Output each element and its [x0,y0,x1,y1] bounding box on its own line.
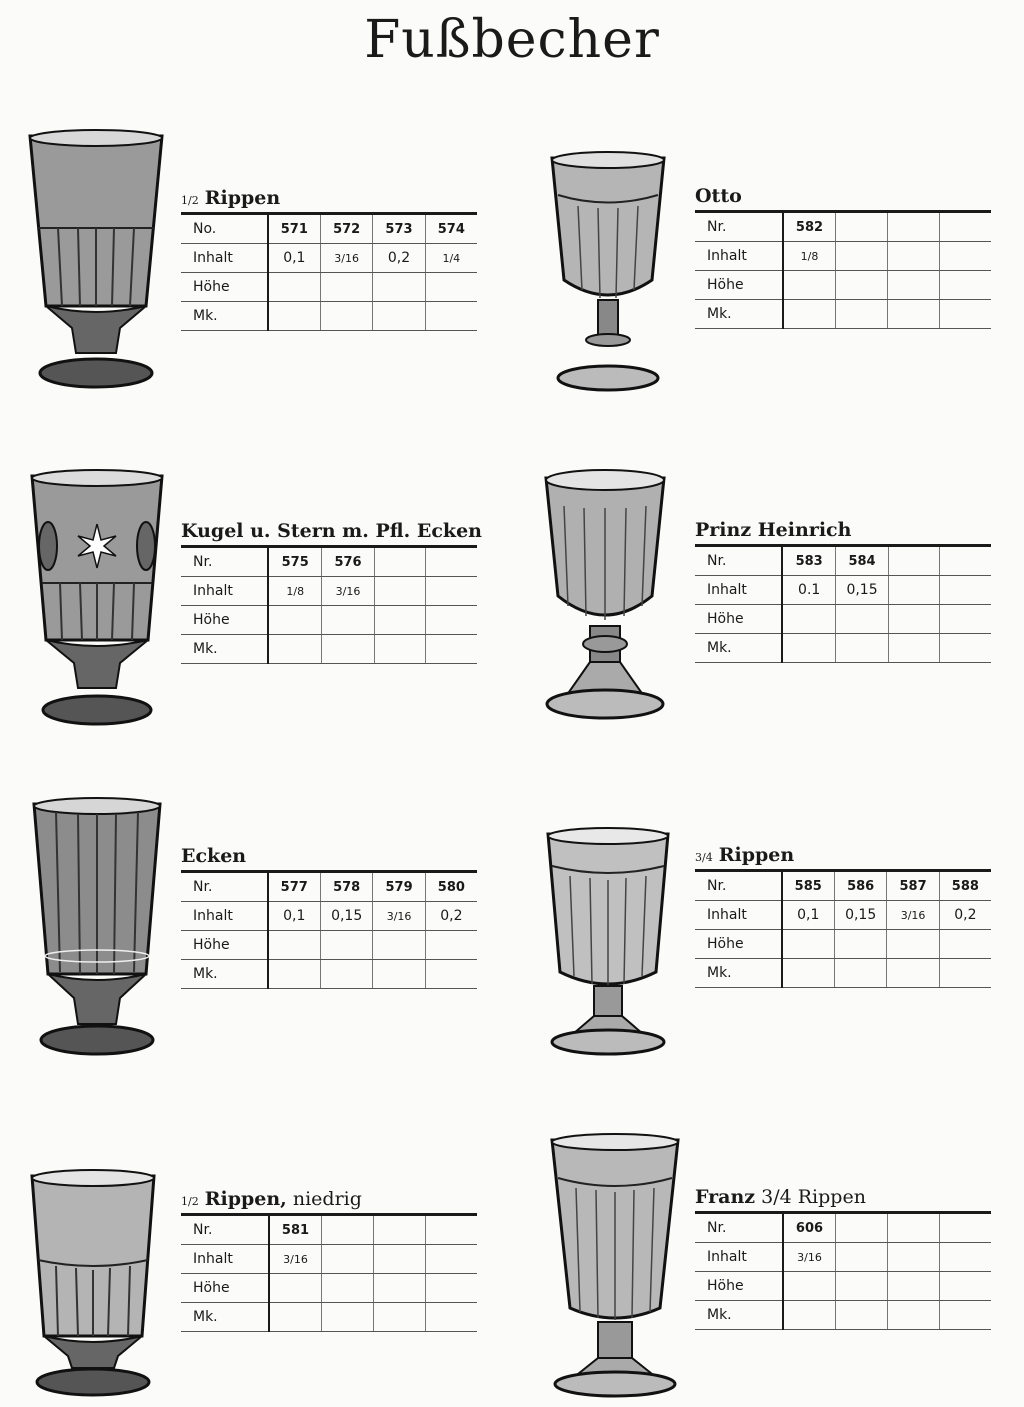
table-cell-inhalt [426,1245,477,1274]
product-title [181,842,477,870]
table-cell-hoehe [268,606,321,635]
table-cell-hoehe [268,931,321,960]
table-cell-inhalt: 1/8 [783,242,836,271]
table-cell-mk [836,1301,888,1330]
table-row [181,244,477,273]
table-cell-nr [374,1215,426,1245]
table-cell-nr: 606 [783,1213,836,1243]
product-block [695,841,991,988]
table-cell-inhalt [322,1245,374,1274]
table-row [181,606,477,635]
table-row [181,214,477,244]
product-title [181,517,482,545]
table-cell-mk [322,635,375,664]
table-cell-hoehe [373,273,425,302]
product-title-name: Ecken [181,845,247,867]
glass-illustration-prinz-heinrich [542,466,668,724]
table-cell-mk [940,1301,991,1330]
table-row [181,872,477,902]
product-block [695,182,991,329]
table-cell-hoehe [782,605,835,634]
table-cell-hoehe [425,931,477,960]
table-cell-inhalt: 1/8 [268,577,321,606]
row-label: Höhe [181,606,268,635]
table-cell-hoehe [888,1272,940,1301]
table-row [695,1213,991,1243]
product-title-name: Prinz Heinrich [695,519,852,541]
table-cell-mk [268,635,321,664]
table-cell-nr [888,212,940,242]
table-cell-hoehe [940,271,991,300]
row-label: Inhalt [181,577,268,606]
table-cell-inhalt: 0,2 [425,902,477,931]
table-cell-hoehe [888,271,940,300]
product-title [181,1185,477,1213]
table-cell-nr: 580 [425,872,477,902]
table-row [181,960,477,989]
table-row [695,871,991,901]
table-cell-inhalt: 3/16 [320,244,372,273]
table-cell-hoehe [836,1272,888,1301]
table-row [181,635,477,664]
table-cell-hoehe [426,606,477,635]
row-label: Inhalt [181,1245,269,1274]
table-row [695,300,991,329]
table-cell-mk [836,634,889,663]
row-label: Mk. [695,634,782,663]
table-cell-nr: 588 [939,871,991,901]
table-cell-inhalt: 0,2 [373,244,425,273]
table-cell-hoehe [426,1274,477,1303]
row-label: Nr. [695,1213,783,1243]
row-label: Höhe [181,931,268,960]
table-cell-mk [939,959,991,988]
table-row [695,930,991,959]
table-cell-mk [320,960,373,989]
table-row [695,901,991,930]
table-row [181,931,477,960]
product-title [181,184,477,212]
product-table [695,869,991,988]
table-cell-nr: 573 [373,214,425,244]
table-cell-mk [889,634,940,663]
table-cell-nr: 576 [322,547,375,577]
row-label: Mk. [181,635,268,664]
table-cell-inhalt [836,242,888,271]
table-cell-mk [322,1303,374,1332]
table-cell-mk [320,302,372,331]
product-block [181,1185,477,1332]
table-cell-mk [426,635,477,664]
table-cell-nr: 574 [425,214,477,244]
product-title [695,841,991,869]
table-cell-inhalt [888,1243,940,1272]
table-cell-inhalt [836,1243,888,1272]
table-cell-hoehe [320,931,373,960]
product-table [181,870,477,989]
product-title-suffix: 3/4 Rippen [755,1186,866,1208]
table-cell-mk [836,300,888,329]
row-label: Inhalt [695,1243,783,1272]
table-cell-inhalt [374,1245,426,1274]
table-cell-nr: 581 [269,1215,322,1245]
table-cell-hoehe [268,273,321,302]
table-cell-inhalt [940,576,991,605]
row-label: Nr. [695,212,783,242]
table-row [181,1303,477,1332]
row-label: Mk. [181,960,268,989]
table-cell-hoehe [834,930,887,959]
table-cell-inhalt [426,577,477,606]
table-cell-hoehe [940,605,991,634]
table-row [695,605,991,634]
table-cell-mk [940,300,991,329]
table-cell-mk [425,960,477,989]
table-cell-hoehe [887,930,939,959]
product-title [695,1183,991,1211]
glass-illustration-rippen-three-quarter [546,826,670,1058]
table-cell-nr [888,1213,940,1243]
row-label: Höhe [695,1272,783,1301]
glass-illustration-rippen-niedrig [30,1168,156,1400]
table-cell-mk [425,302,477,331]
table-cell-inhalt: 3/16 [322,577,375,606]
row-label: Nr. [181,547,268,577]
table-cell-mk [783,1301,836,1330]
product-table [181,212,477,331]
table-cell-inhalt: 3/16 [887,901,939,930]
table-cell-inhalt: 0,1 [268,902,321,931]
table-row [695,1243,991,1272]
table-cell-nr [836,212,888,242]
table-row [695,546,991,576]
table-cell-nr: 587 [887,871,939,901]
table-cell-hoehe [320,273,372,302]
table-cell-nr [889,546,940,576]
table-cell-inhalt: 0.1 [782,576,835,605]
row-label: Nr. [181,1215,269,1245]
product-table [181,545,477,664]
table-row [181,1215,477,1245]
row-label: Höhe [181,1274,269,1303]
product-title [695,516,991,544]
table-row [695,242,991,271]
product-block [181,184,477,331]
row-label: Nr. [181,872,268,902]
product-title-name: Kugel u. Stern m. Pfl. Ecken [181,520,482,542]
table-cell-nr: 586 [834,871,887,901]
table-row [695,959,991,988]
table-cell-inhalt: 3/16 [269,1245,322,1274]
table-cell-inhalt: 0,2 [939,901,991,930]
table-cell-hoehe [425,273,477,302]
product-title-suffix: niedrig [286,1188,362,1210]
table-cell-inhalt: 0,15 [836,576,889,605]
table-cell-mk [269,1303,322,1332]
table-cell-mk [782,634,835,663]
table-cell-mk [887,959,939,988]
table-cell-mk [268,960,321,989]
table-cell-mk [782,959,835,988]
table-cell-nr: 582 [783,212,836,242]
table-cell-mk [888,300,940,329]
product-title [695,182,991,210]
table-cell-hoehe [322,606,375,635]
table-row [181,577,477,606]
product-table [695,1211,991,1330]
table-row [695,212,991,242]
table-cell-inhalt [940,242,991,271]
table-cell-nr: 583 [782,546,835,576]
table-row [695,634,991,663]
product-title-name: Rippen [718,844,795,866]
table-cell-hoehe [269,1274,322,1303]
table-cell-inhalt [374,577,426,606]
table-cell-inhalt: 0,1 [268,244,321,273]
product-table [695,210,991,329]
table-cell-hoehe [783,271,836,300]
row-label: Mk. [695,959,782,988]
table-cell-inhalt [889,576,940,605]
product-table [181,1213,477,1332]
table-cell-mk [373,960,425,989]
product-title-name: Otto [695,185,742,207]
table-row [181,547,477,577]
row-label: No. [181,214,268,244]
table-cell-hoehe [940,1272,991,1301]
table-cell-hoehe [836,271,888,300]
table-cell-inhalt: 3/16 [783,1243,836,1272]
table-cell-hoehe [939,930,991,959]
row-label: Inhalt [181,902,268,931]
table-cell-nr: 584 [836,546,889,576]
table-cell-hoehe [782,930,835,959]
table-cell-mk [888,1301,940,1330]
table-row [181,902,477,931]
row-label: Inhalt [181,244,268,273]
table-cell-hoehe [783,1272,836,1301]
table-row [181,273,477,302]
table-cell-mk [834,959,887,988]
table-cell-hoehe [836,605,889,634]
product-block [181,517,482,664]
row-label: Mk. [181,1303,269,1332]
table-row [181,1245,477,1274]
table-cell-inhalt: 0,1 [782,901,835,930]
product-block [695,1183,991,1330]
row-label: Höhe [695,930,782,959]
row-label: Nr. [695,546,782,576]
row-label: Inhalt [695,901,782,930]
table-cell-nr [426,547,477,577]
table-cell-nr [322,1215,374,1245]
table-cell-mk [783,300,836,329]
table-cell-nr [374,547,426,577]
row-label: Mk. [181,302,268,331]
glass-illustration-franz [550,1132,680,1398]
table-cell-nr: 578 [320,872,373,902]
glass-illustration-rippen-half [28,128,164,392]
table-cell-nr: 585 [782,871,835,901]
table-cell-nr [940,1213,991,1243]
table-cell-nr: 579 [373,872,425,902]
row-label: Höhe [695,605,782,634]
product-block [181,842,477,989]
row-label: Höhe [181,273,268,302]
table-cell-nr: 577 [268,872,321,902]
product-table [695,544,991,663]
table-cell-nr [836,1213,888,1243]
table-cell-inhalt [888,242,940,271]
table-cell-mk [268,302,321,331]
page-title: Fußbecher [364,10,660,70]
glass-illustration-kugel-stern [30,468,164,732]
table-cell-mk [373,302,425,331]
table-row [695,271,991,300]
table-cell-inhalt: 0,15 [834,901,887,930]
table-cell-hoehe [374,1274,426,1303]
table-row [695,576,991,605]
table-row [695,1272,991,1301]
table-cell-inhalt: 0,15 [320,902,373,931]
product-title-name: Rippen [204,187,281,209]
product-title-name: Rippen, [204,1188,287,1210]
product-title-fraction: 1/2 [181,194,199,207]
row-label: Höhe [695,271,783,300]
table-cell-nr: 572 [320,214,372,244]
table-cell-nr: 571 [268,214,321,244]
product-title-fraction: 3/4 [695,851,713,864]
row-label: Nr. [695,871,782,901]
table-cell-nr [426,1215,477,1245]
glass-illustration-otto [548,150,668,394]
table-cell-nr: 575 [268,547,321,577]
table-cell-nr [940,546,991,576]
table-row [695,1301,991,1330]
table-cell-nr [940,212,991,242]
table-row [181,302,477,331]
row-label: Mk. [695,300,783,329]
table-cell-inhalt: 3/16 [373,902,425,931]
table-cell-mk [426,1303,477,1332]
table-cell-mk [374,635,426,664]
product-title-fraction: 1/2 [181,1195,199,1208]
table-cell-inhalt: 1/4 [425,244,477,273]
table-cell-hoehe [889,605,940,634]
row-label: Inhalt [695,242,783,271]
table-cell-hoehe [322,1274,374,1303]
table-cell-hoehe [374,606,426,635]
table-cell-mk [374,1303,426,1332]
table-cell-inhalt [940,1243,991,1272]
glass-illustration-ecken [32,796,162,1058]
row-label: Mk. [695,1301,783,1330]
product-title-name: Franz [695,1186,756,1208]
table-row [181,1274,477,1303]
table-cell-mk [940,634,991,663]
product-block [695,516,991,663]
row-label: Inhalt [695,576,782,605]
table-cell-hoehe [373,931,425,960]
